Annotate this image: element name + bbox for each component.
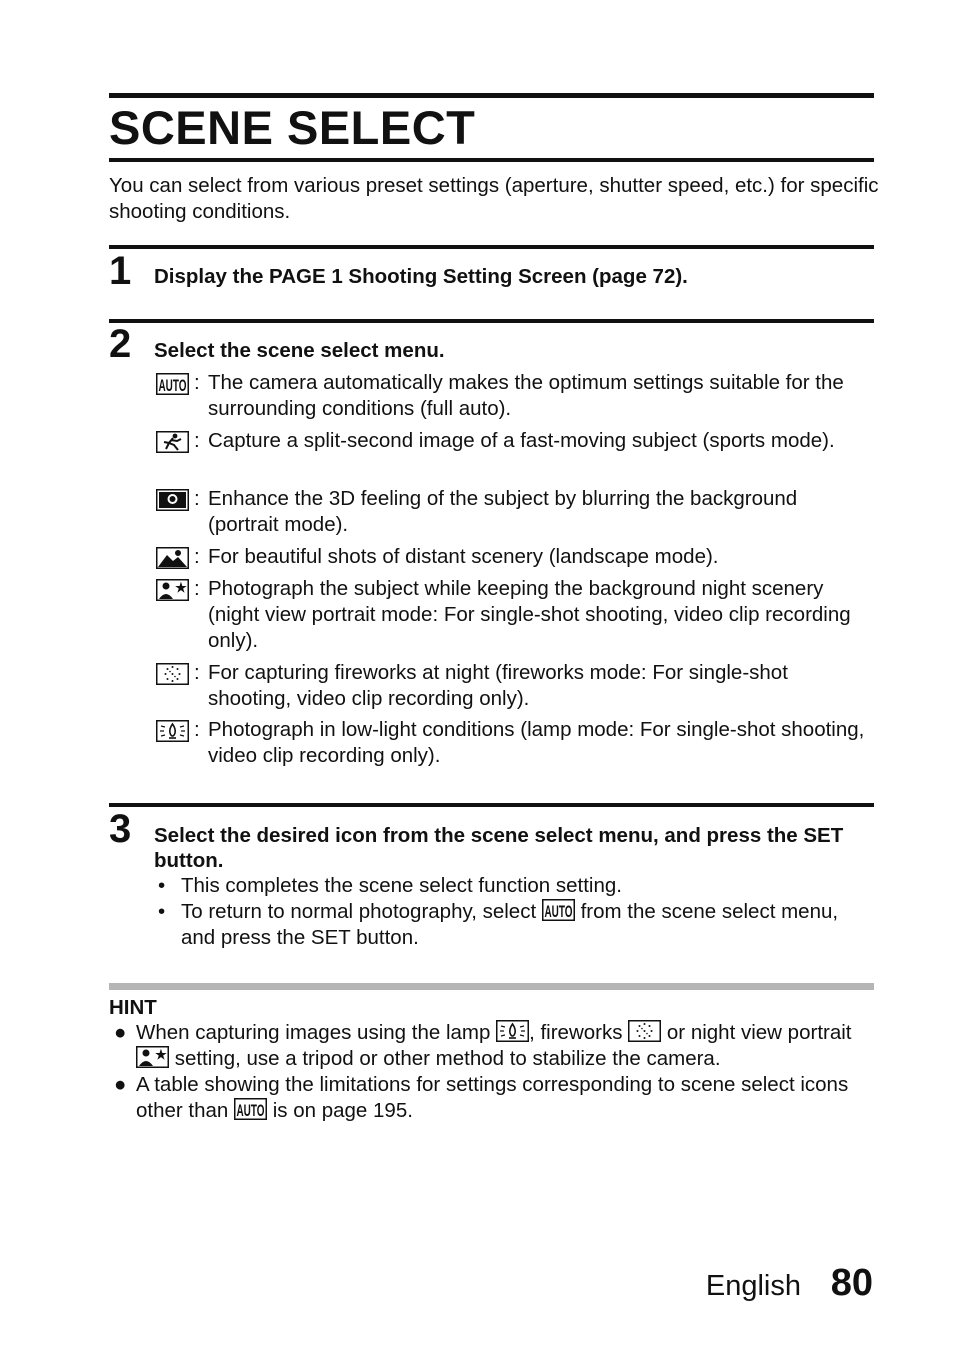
auto-icon [156,373,189,395]
step-1-number: 1 [109,249,132,293]
step-3-bullet-2: • To return to normal photography, select from the scene select menu, and press the SET button. [158,900,839,949]
step-2-number: 2 [109,322,132,366]
hint-divider [109,983,874,990]
hint-title: HINT [109,996,157,1019]
fireworks-icon [156,663,189,685]
scene-option-portrait: : Enhance the 3D feeling of the subject by blurring the background (portrait mode). [156,486,871,538]
scene-option-text: Capture a split-second image of a fast-moving subject (sports mode). [208,429,835,452]
lamp-icon [156,720,189,742]
step-2-heading: Select the scene select menu. [154,339,445,362]
night-portrait-icon [136,1046,169,1068]
fireworks-icon [628,1020,661,1042]
scene-option-sports: : Capture a split-second image of a fast-moving subject (sports mode). [156,428,871,454]
step-1-rule [109,245,874,249]
title-bottom-rule [109,158,874,162]
step-2-rule [109,319,874,323]
landscape-icon [156,547,189,569]
page-title: SCENE SELECT [109,101,476,154]
step-3-number: 3 [109,807,132,851]
scene-option-text: For capturing fireworks at night (fireworks mode: For single-shot shooting, video clip recording only). [208,661,788,710]
scene-option-text: Photograph the subject while keeping the background night scenery (night view portrait mode: For single-shot shooting, video clip recording only). [208,577,851,652]
lamp-icon [496,1020,529,1042]
hint-item-1: ● When capturing images using the lamp , fireworks or night view portrait setting, use a tripod or other method to stabilize the camera. [114,1021,852,1070]
scene-option-text: The camera automatically makes the optimum settings suitable for the surrounding conditions (full auto). [208,371,844,420]
sports-icon [156,431,189,453]
footer-language: English [705,1270,801,1302]
scene-option-text: Photograph in low-light conditions (lamp mode: For single-shot shooting, video clip recording only). [208,718,865,767]
step-1-heading: Display the PAGE 1 Shooting Setting Screen (page 72). [154,265,688,288]
scene-option-text: Enhance the 3D feeling of the subject by blurring the background (portrait mode). [208,487,798,536]
night-portrait-icon [156,579,189,601]
step-3-bullet-1: • This completes the scene select function setting. [158,874,622,897]
portrait-icon [156,489,189,511]
hint-item-2: ● A table showing the limitations for settings corresponding to scene select icons other than is on page 195. [114,1073,849,1122]
scene-option-text: For beautiful shots of distant scenery (landscape mode). [208,545,719,568]
title-top-rule [109,93,874,98]
scene-option-lamp: : Photograph in low-light conditions (lamp mode: For single-shot shooting, video clip recording only). [156,717,871,769]
auto-icon [542,899,575,921]
step-3-heading: Select the desired icon from the scene select menu, and press the SET button. [154,824,844,872]
auto-icon [234,1098,267,1120]
page-number: 80 [830,1262,873,1304]
scene-option-night-portrait: : Photograph the subject while keeping the background night scenery (night view portrait mode: For single-shot shooting, video clip recording only). [156,576,871,654]
scene-option-auto: : The camera automatically makes the optimum settings suitable for the surrounding conditions (full auto). [156,370,871,422]
intro-text: You can select from various preset settings (aperture, shutter speed, etc.) for specific shooting conditions. [109,174,879,223]
scene-option-fireworks: : For capturing fireworks at night (fireworks mode: For single-shot shooting, video clip recording only). [156,660,871,712]
scene-option-landscape: : For beautiful shots of distant scenery (landscape mode). [156,544,871,570]
step-3-rule [109,803,874,807]
